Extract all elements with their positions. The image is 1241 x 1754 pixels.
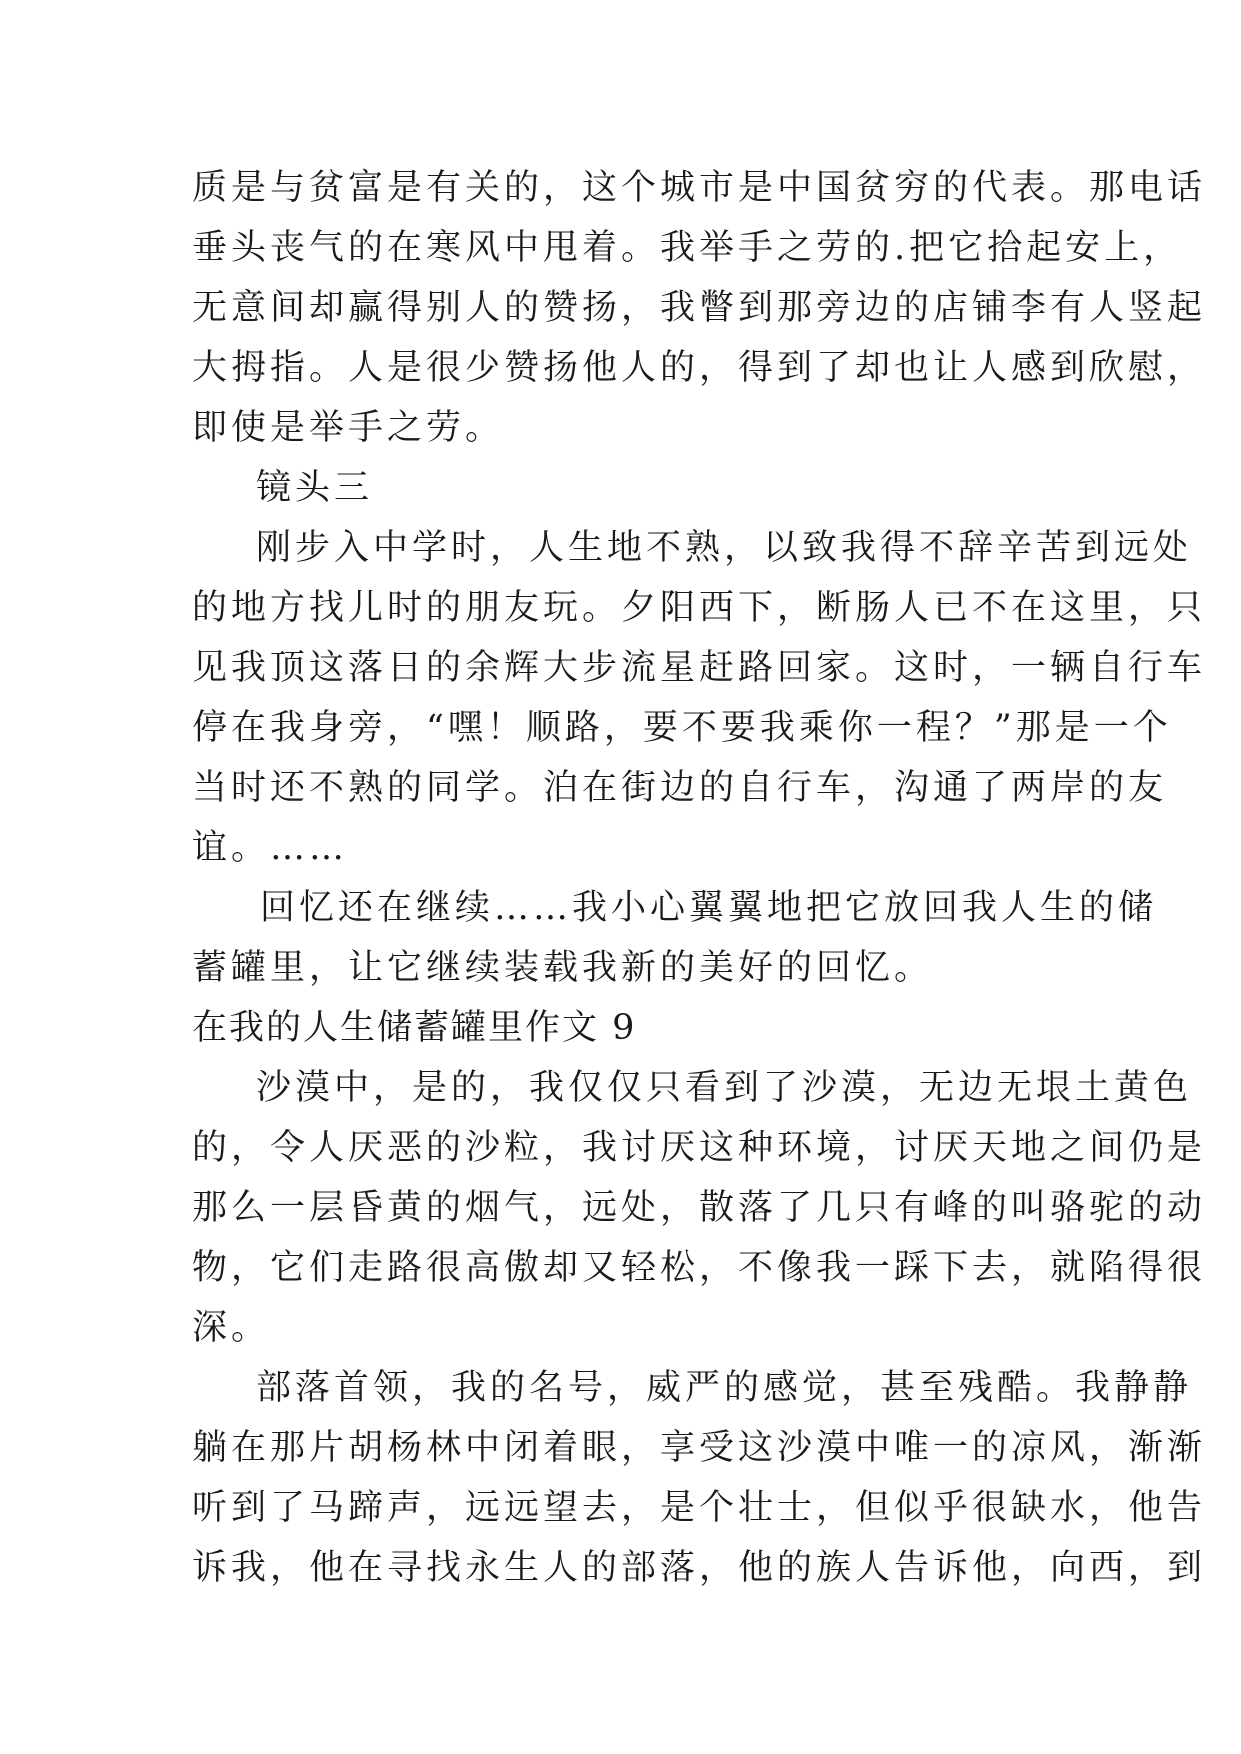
text-line: 停在我身旁，“嘿！顺路，要不要我乘你一程？”那是一个 xyxy=(192,708,1172,748)
text-line: 谊。…… xyxy=(192,828,349,868)
paragraph-start: 回忆还在继续……我小心翼翼地把它放回我人生的储 xyxy=(260,888,1158,928)
text-line: 诉我，他在寻找永生人的部落，他的族人告诉他，向西，到 xyxy=(192,1548,1207,1588)
text-line: 大拇指。人是很少赞扬他人的，得到了却也让人感到欣慰， xyxy=(192,348,1207,388)
text-line: 蓄罐里，让它继续装载我新的美好的回忆。 xyxy=(192,948,934,988)
text-line: 的，令人厌恶的沙粒，我讨厌这种环境，讨厌天地之间仍是 xyxy=(192,1128,1207,1168)
text-line: 质是与贫富是有关的，这个城市是中国贫穷的代表。那电话 xyxy=(192,168,1207,208)
paragraph-start: 刚步入中学时，人生地不熟，以致我得不辞辛苦到远处 xyxy=(256,528,1193,568)
text-line: 的地方找儿时的朋友玩。夕阳西下，断肠人已不在这里，只 xyxy=(192,588,1207,628)
section-heading: 镜头三 xyxy=(256,468,374,508)
text-line: 无意间却赢得别人的赞扬，我瞥到那旁边的店铺李有人竖起 xyxy=(192,288,1207,328)
text-line: 躺在那片胡杨林中闭着眼，享受这沙漠中唯一的凉风，渐渐 xyxy=(192,1428,1207,1468)
text-line: 即使是举手之劳。 xyxy=(192,408,505,448)
text-line: 深。 xyxy=(192,1308,271,1348)
text-line: 见我顶这落日的余辉大步流星赶路回家。这时，一辆自行车 xyxy=(192,648,1207,688)
essay-body xyxy=(192,158,1207,1598)
text-line: 那么一层昏黄的烟气，远处，散落了几只有峰的叫骆驼的动 xyxy=(192,1188,1207,1228)
paragraph-start: 沙漠中，是的，我仅仅只看到了沙漠，无边无垠土黄色 xyxy=(256,1068,1193,1108)
text-line: 当时还不熟的同学。泊在街边的自行车，沟通了两岸的友 xyxy=(192,768,1168,808)
essay-title: 在我的人生储蓄罐里作文 9 xyxy=(192,1008,637,1048)
paragraph-start: 部落首领，我的名号，威严的感觉，甚至残酷。我静静 xyxy=(256,1368,1193,1408)
text-line: 听到了马蹄声，远远望去，是个壮士，但似乎很缺水，他告 xyxy=(192,1488,1207,1528)
text-line: 垂头丧气的在寒风中甩着。我举手之劳的.把它拾起安上， xyxy=(192,228,1183,268)
text-line: 物，它们走路很高傲却又轻松，不像我一踩下去，就陷得很 xyxy=(192,1248,1207,1288)
